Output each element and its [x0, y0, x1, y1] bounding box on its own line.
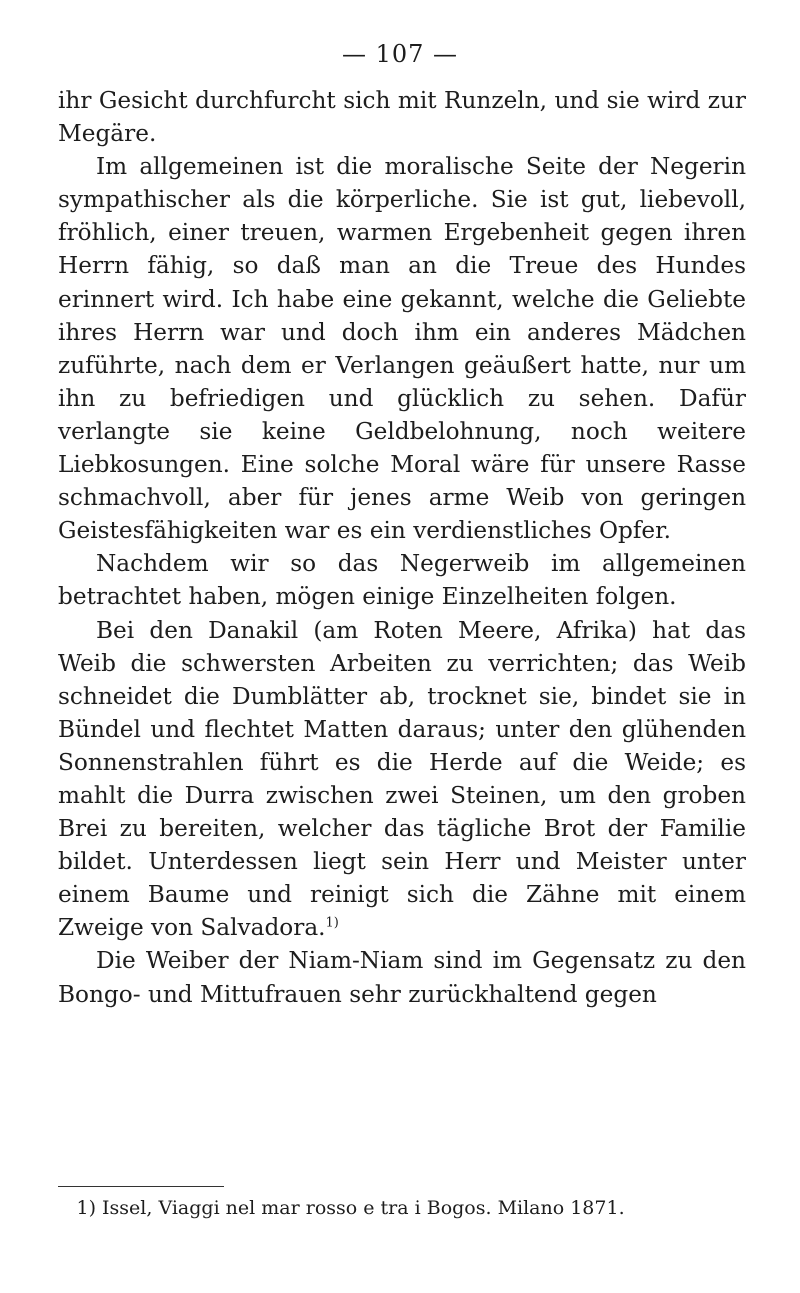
footnote: [58, 1196, 758, 1221]
footnote-marker: 1): [76, 1197, 96, 1219]
body-text: [58, 84, 746, 1011]
paragraph: Die Weiber der Niam-Niam sind im Gegensatz zu den Bongo- und Mittufrauen sehr zurückhaltend gegen: [58, 947, 746, 1008]
paragraph: Im allgemeinen ist die moralische Seite der Negerin sympathischer als die körperliche. Sie ist gut, liebevoll, fröhlich, einer treuen, warmen Ergebenheit gegen ihren Herrn fähig, so daß man an die Treue des Hundes erinnert wird. Ich habe eine gekannt, welche die Geliebte ihres Herrn war und doch ihm ein anderes Mädchen zuführte, nach dem er Verlangen geäußert hatte, nur um ihn zu befriedigen und glücklich zu sehen. Dafür verlangte sie keine Geldbelohnung, noch weitere Liebkosungen. Eine solche Moral wäre für unsere Rasse schmachvoll, aber für jenes arme Weib von geringen Geistesfähigkeiten war es ein verdienstliches Opfer.: [58, 153, 746, 545]
paragraph-text: Bei den Danakil (am Roten Meere, Afrika) hat das Weib die schwersten Arbeiten zu verrichten; das Weib schneidet die Dumblätter ab, trocknet sie, bindet sie in Bündel und flechtet Matten daraus; unter den glühenden Sonnenstrahlen führt es die Herde auf die Weide; es mahlt die Durra zwischen zwei Steinen, um den groben Brei zu bereiten, welcher das tägliche Brot der Familie bildet. Unterdessen liegt sein Herr und Meister unter einem Baume und reinigt sich die Zähne mit einem Zweige von Salvadora.: [58, 616, 746, 942]
footnote-reference[interactable]: 1): [325, 915, 339, 931]
footnote-divider: [58, 1186, 224, 1187]
paragraph: ihr Gesicht durchfurcht sich mit Runzeln, und sie wird zur Megäre.: [58, 87, 746, 148]
page-number: — 107 —: [341, 40, 459, 68]
paragraph: Nachdem wir so das Negerweib im allgemeinen betrachtet haben, mögen einige Einzelheiten folgen.: [58, 550, 746, 611]
paragraph: [58, 614, 746, 945]
footnote-text: Issel, Viaggi nel mar rosso e tra i Bogos. Milano 1871.: [102, 1197, 625, 1219]
